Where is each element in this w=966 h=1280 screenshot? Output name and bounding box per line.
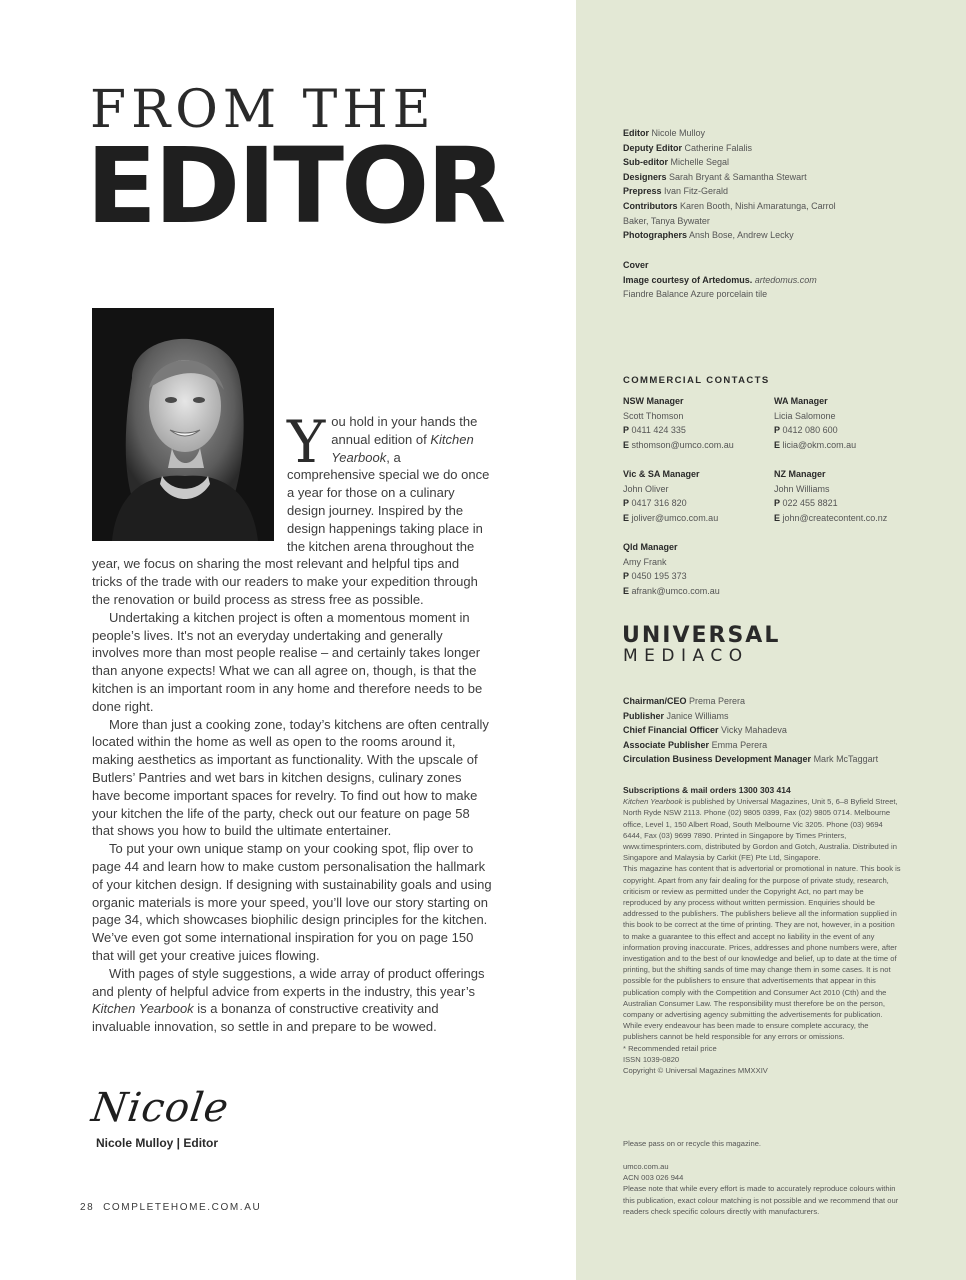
cover-product: Fiandre Balance Azure porcelain tile xyxy=(623,289,768,300)
photo-wrap-spacer xyxy=(92,413,287,543)
paragraph-1-text-a: ou hold in your hands the annual edition of xyxy=(331,414,478,447)
cover-courtesy: Image courtesy of Artedomus. artedomus.com xyxy=(623,274,817,285)
paragraph-1-text-b: , a comprehensive special we do once a year for those on a culinary design journey. Inspired by the design happenings taking place in the kitchen arena throughout the year, we focus on sharing the most relevant and helpful tips and tricks of the trade with our readers to make your expedition through the renovation or build process as stress free as possible. xyxy=(92,449,490,607)
credit-designers: Designers Sarah Bryant & Samantha Stewart xyxy=(623,171,807,182)
publisher-logo-universal: UNIVERSAL xyxy=(622,623,781,648)
paragraph-4: To put your own unique stamp on your cooking spot, flip over to page 44 and learn how to make custom personalisation the hallmark of your kitchen design. If designing with sustainability goals and using organic materials is more your speed, you’ll love our story starting on page 34, which showcases biophilic design principles for the kitchen. We’ve even got some international inspiration for you on page 150 that will get your creative juices flowing. xyxy=(92,841,492,963)
publisher-address: Kitchen Yearbook is published by Universal Magazines, Unit 5, 6–8 Byfield Street, North Ryde NSW 2113. Phone (02) 9805 0399, Fax (02) 9805 0714. Melbourne office, Level 1, 150 Albert Road, South Melbourne Vic 3205. Phone (03) 9694 6444, Fax (03) 9699 7890. Printed in Singapore by Times Printers, www.timesprinters.com, distributed by Gordon and Gotch, Australia. Distributed in Singapore and Malaysia by Carkit (FE) Pte Ltd, Singapore. xyxy=(623,797,898,863)
contact-nsw-manager: NSW Manager Scott Thomson P 0411 424 335 E sthomson@umco.com.au xyxy=(623,396,734,450)
issn: ISSN 1039-0820 xyxy=(623,1054,680,1064)
exec-circulation-manager: Circulation Business Development Manager Mark McTaggart xyxy=(623,754,879,765)
folio-website: COMPLETEHOME.COM.AU xyxy=(103,1202,262,1213)
exec-associate-publisher: Associate Publisher Emma Perera xyxy=(623,739,768,750)
paragraph-5-text-b: is a bonanza of constructive creativity and invaluable innovation, so settle in and prepare to be wowed. xyxy=(92,1001,439,1035)
exec-cfo: Chief Financial Officer Vicky Mahadeva xyxy=(623,725,787,736)
paragraph-5 xyxy=(92,965,492,1036)
paragraph-3: More than just a cooking zone, today’s kitchens are often centrally located within the home as well as open to the rooms around it, making aesthetics as important as functionality. With the upscale of Butlers’ Pantries and wet bars in kitchen designs, culinary zones have become important spaces for revelry. To find out how to make your kitchen the life of the party, check out our feature on page 58 that shows you how to build the ultimate entertainer. xyxy=(92,716,489,839)
cover-heading: Cover xyxy=(623,260,649,270)
publisher-website: umco.com.au xyxy=(623,1162,669,1171)
publisher-footer-info xyxy=(623,1161,903,1217)
contact-vic-sa-manager: Vic & SA Manager John Oliver P 0417 316 820 E joliver@umco.com.au xyxy=(623,469,719,523)
contact-qld-manager: Qld Manager Amy Frank P 0450 195 373 E afrank@umco.com.au xyxy=(623,542,720,596)
credit-contributors: Contributors Karen Booth, Nishi Amaratunga, Carrol Baker, Tanya Bywater xyxy=(623,200,836,226)
drop-cap: Y xyxy=(287,408,326,476)
editor-signature: Nicole xyxy=(88,1085,232,1131)
publisher-acn: ACN 003 026 944 xyxy=(623,1173,684,1183)
title-line-editor: EDITOR xyxy=(86,125,504,247)
cover-credit xyxy=(623,258,863,302)
title-line-from-the: FROM THE xyxy=(90,80,436,140)
exec-chairman-ceo: Chairman/CEO Prema Perera xyxy=(623,696,746,706)
commercial-contacts-heading: COMMERCIAL CONTACTS xyxy=(623,375,770,386)
recycle-note: Please pass on or recycle this magazine. xyxy=(623,1139,762,1148)
contact-wa-manager: WA Manager Licia Salomone P 0412 080 600 E licia@okm.com.au xyxy=(774,396,857,450)
page-number: 28 xyxy=(80,1202,95,1213)
paragraph-2: Undertaking a kitchen project is often a momentous moment in people’s lives. It's not an everyday undertaking and generally involves more than most people realise – and certainly takes longer than anyone expects! What we can all agree on, though, is that the kitchen is an important room in any home and therefore needs to be done right. xyxy=(92,609,483,714)
publishing-fineprint xyxy=(623,785,903,1076)
credit-sub-editor: Sub-editor Michelle Segal xyxy=(623,157,730,168)
credit-prepress: Prepress Ivan Fitz-Gerald xyxy=(623,186,729,197)
rrp-note: * Recommended retail price xyxy=(623,1043,717,1053)
copyright: Copyright © Universal Magazines MMXXIV xyxy=(623,1066,768,1076)
staff-credits xyxy=(623,126,863,243)
paragraph-5-title-italic: Kitchen Yearbook xyxy=(92,1001,194,1017)
publisher-logo-mediaco: MEDIACO xyxy=(623,646,749,666)
subscriptions-heading: Subscriptions & mail orders 1300 303 414 xyxy=(623,785,791,795)
cover-url: artedomus.com xyxy=(754,274,817,285)
contact-nz-manager: NZ Manager John Williams P 022 455 8821 E john@createcontent.co.nz xyxy=(774,469,888,523)
paragraph-5-text-a: With pages of style suggestions, a wide array of product offerings and plenty of helpful advice from experts in the industry, this year’s xyxy=(92,965,485,999)
executive-credits xyxy=(623,694,913,767)
credit-deputy-editor: Deputy Editor Catherine Falalis xyxy=(623,142,753,153)
paragraph-1-title-italic: Kitchen Yearbook xyxy=(331,431,474,465)
exec-publisher: Publisher Janice Williams xyxy=(623,710,729,721)
page-folio xyxy=(80,1202,261,1213)
credit-editor: Editor Nicole Mulloy xyxy=(623,128,706,138)
legal-disclaimer: This magazine has content that is advertorial or promotional in nature. This book is copyright. Apart from any fair dealing for the purpose of private study, research, criticism or review as permitted under the Copyright Act, no part may be reproduced by any process without written permission. Enquiries should be addressed to the publishers. The publishers believe all the information supplied in this book to be correct at the time of printing. They are not, however, in a position to make a guarantee to this effect and accept no liability in the event of any information proving inaccurate. Prices, addresses and phone numbers were, after investigation and to the best of our knowledge and belief, up to date at the time of printing, but the shifting sands of time may change them in some cases. It is not possible for the publishers to ensure that advertisements that appear in this publication comply with the Competition and Consumer Act 2010 (Cth) and the Australian Consumer Law. The responsibility must therefore be on the person, company or advertising agency submitting the advertisements for publication. While every endeavour has been made to ensure complete accuracy, the publishers cannot be held responsible for any errors or omissions. xyxy=(623,864,901,1042)
colour-disclaimer: Please note that while every effort is made to accurately reproduce colours within this publication, exact colour matching is not possible and we recommend that our readers check specific colours directly with manufacturers. xyxy=(623,1184,899,1216)
editor-name-line: Nicole Mulloy | Editor xyxy=(96,1136,219,1150)
editor-letter-body xyxy=(92,408,492,1036)
credit-photographers: Photographers Ansh Bose, Andrew Lecky xyxy=(623,230,794,241)
